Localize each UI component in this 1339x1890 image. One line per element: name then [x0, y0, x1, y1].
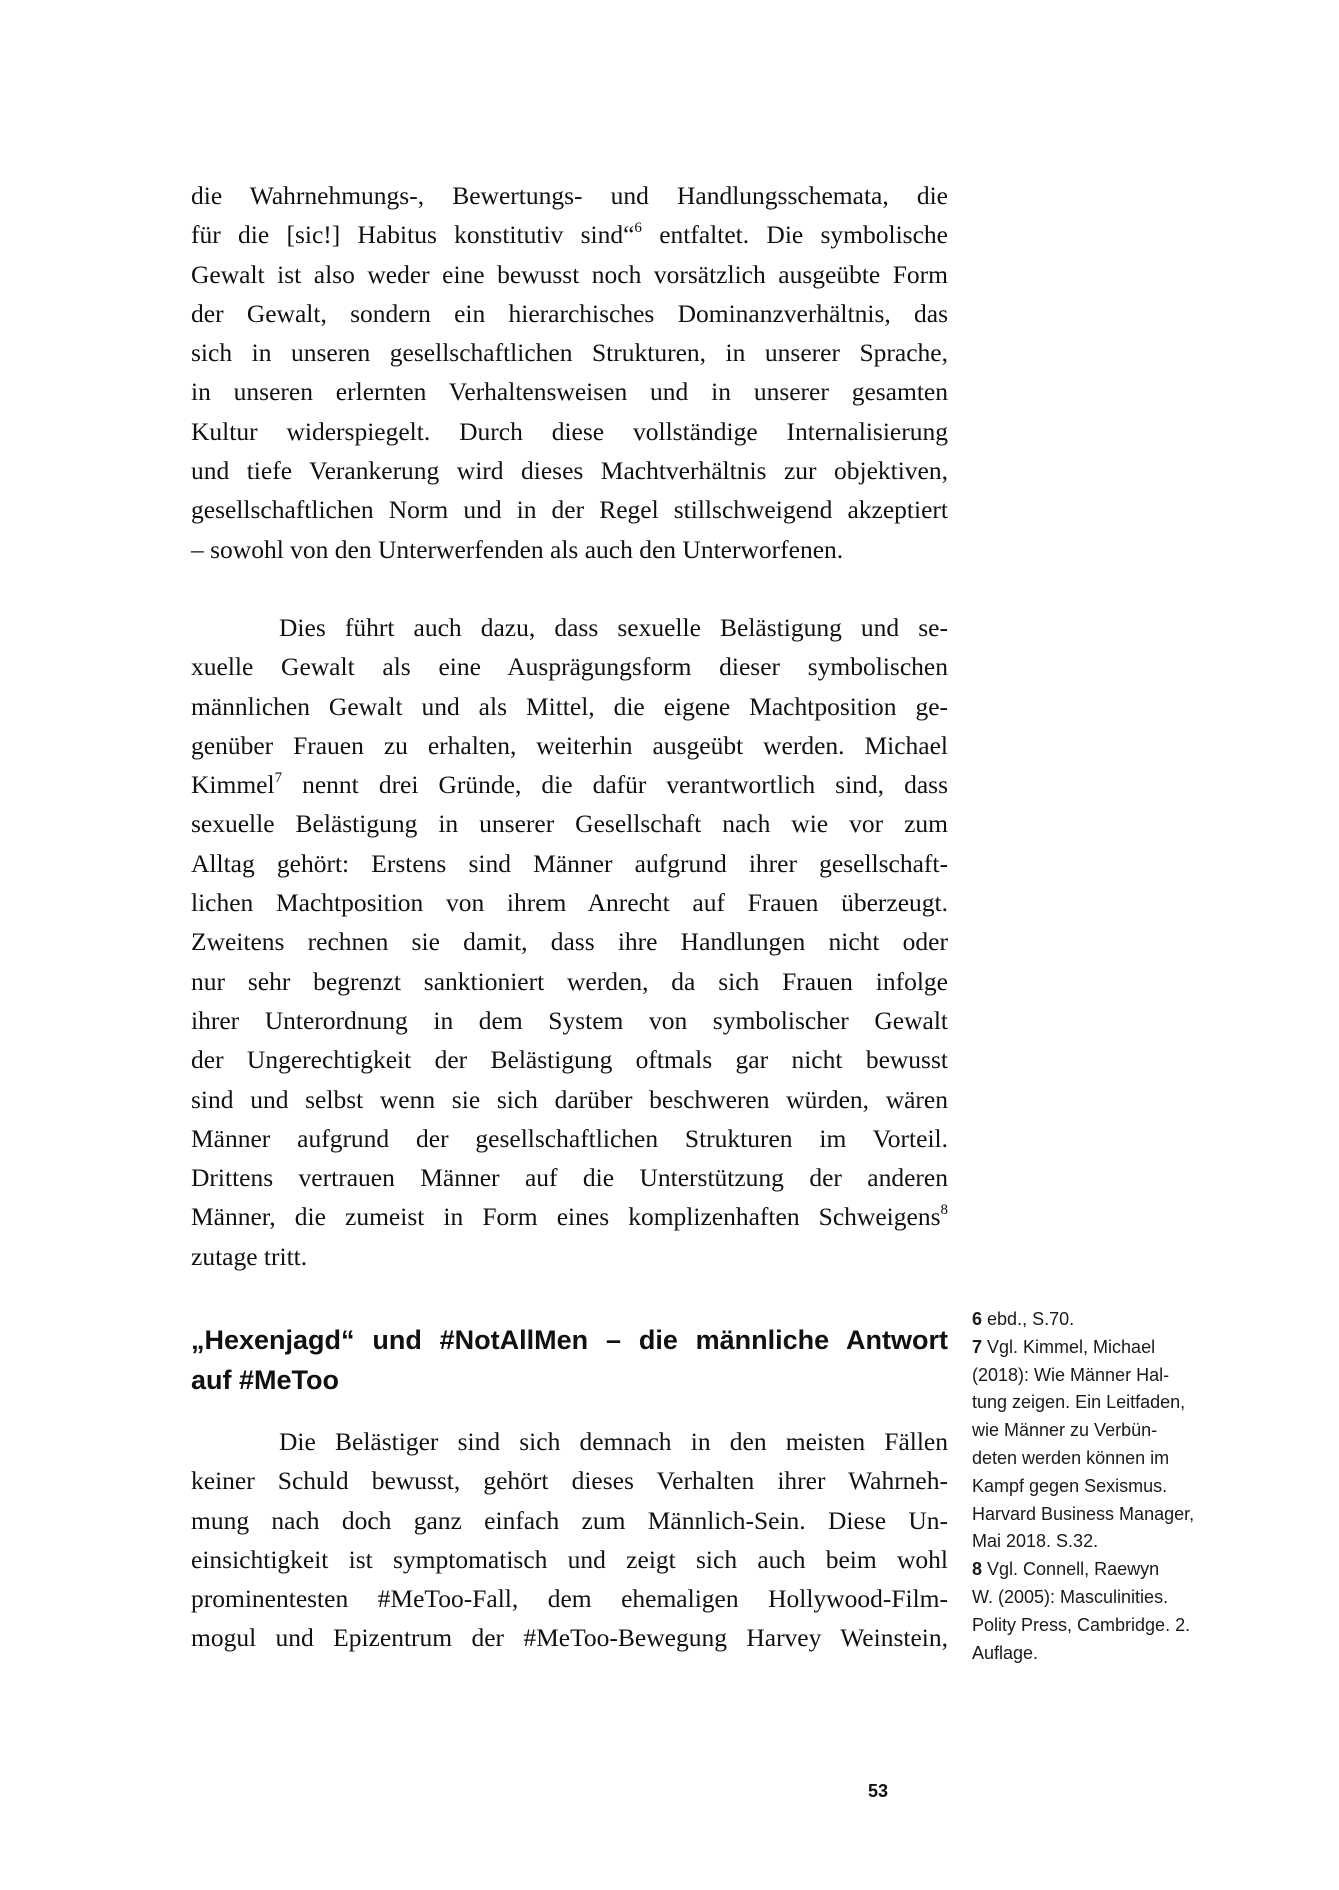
footnote-line: tung zeigen. Ein Leitfaden, [972, 1392, 1186, 1413]
body-paragraph-1 [191, 176, 948, 569]
text-line: Zweitens rechnen sie damit, dass ihre Handlungen nicht oder [191, 927, 948, 957]
heading-line: auf #MeToo [191, 1365, 339, 1395]
text-line: Die Belästiger sind sich demnach in den meisten Fällen [279, 1427, 948, 1456]
footnote-line: Mai 2018. S.32. [972, 1531, 1099, 1552]
page-number: 53 [867, 1781, 889, 1801]
text-line: genüber Frauen zu erhalten, weiterhin ausgeübt werden. Michael [191, 730, 948, 760]
footnote-line: Polity Press, Cambridge. 2. [972, 1614, 1191, 1635]
text-line: gesellschaftlichen Norm und in der Regel stillschweigend akzeptiert [191, 495, 948, 525]
text-line: Männer aufgrund der gesellschaftlichen Strukturen im Vorteil. [191, 1123, 948, 1153]
footnote-ref-6: 6 [634, 219, 642, 236]
footnote-6: 6 ebd., S.70. [972, 1309, 1075, 1329]
text-line: mogul und Epizentrum der #MeToo-Bewegung Harvey Weinstein, [191, 1623, 948, 1653]
footnote-ref-8: 8 [940, 1201, 948, 1218]
footnote-ref-7: 7 [274, 769, 283, 786]
text-line: in unseren erlernten Verhaltensweisen und in unserer gesamten [191, 377, 948, 407]
text-line: ihrer Unterordnung in dem System von symbolischer Gewalt [191, 1005, 948, 1035]
footnote-line: (2018): Wie Männer Hal- [972, 1364, 1170, 1385]
text-line: männlichen Gewalt und als Mittel, die eigene Machtposition ge- [191, 691, 948, 721]
text-line: zutage tritt. [191, 1241, 308, 1271]
footnote-number: 7 [972, 1336, 983, 1357]
text-line: prominentesten #MeToo-Fall, dem ehemaligen Hollywood-Film- [191, 1584, 948, 1614]
text-line: lichen Machtposition von ihrem Anrecht auf Frauen überzeugt. [191, 888, 948, 918]
text-line: sexuelle Belästigung in unserer Gesellschaft nach wie vor zum [191, 809, 948, 839]
footnotes [972, 1306, 1222, 1667]
text-line: Alltag gehört: Erstens sind Männer aufgrund ihrer gesellschaft- [191, 848, 948, 878]
text-line: – sowohl von den Unterwerfenden als auch den Unterworfenen. [191, 534, 844, 564]
footnote-line: deten werden können im [972, 1447, 1170, 1468]
text-line: xuelle Gewalt als eine Ausprägungsform dieser symbolischen [191, 652, 948, 682]
text-line: Dies führt auch dazu, dass sexuelle Belästigung und se- [279, 613, 948, 642]
footnote-7: 7 Vgl. Kimmel, Michael [972, 1336, 1156, 1357]
footnote-line: Auflage. [972, 1642, 1039, 1663]
section-heading [191, 1320, 948, 1400]
text-line: und tiefe Verankerung wird dieses Machtverhältnis zur objektiven, [191, 456, 948, 486]
text-line: Kimmel$^7$ nennt drei Gründe, die dafür verantwortlich sind, dass [191, 769, 948, 800]
text-line: Männer, die zumeist in Form eines komplizenhaften Schweigens$^8$ [191, 1201, 948, 1232]
body-paragraph-2 [191, 608, 948, 1276]
text-line: sind und selbst wenn sie sich darüber beschweren würden, wären [191, 1084, 948, 1114]
footnote-number: 8 [972, 1559, 983, 1580]
text-line: mung nach doch ganz einfach zum Männlich-Sein. Diese Un- [191, 1505, 948, 1535]
footnote-number: 6 [972, 1309, 983, 1329]
text-line: keiner Schuld bewusst, gehört dieses Verhalten ihrer Wahrneh- [191, 1466, 948, 1496]
text-line: Kultur widerspiegelt. Durch diese vollständige Internalisierung [191, 416, 948, 446]
footnote-8: 8 Vgl. Connell, Raewyn [972, 1559, 1160, 1580]
footnote-line: wie Männer zu Verbün- [972, 1420, 1158, 1441]
text-line: die Wahrnehmungs-, Bewertungs- und Handlungsschemata, die [191, 181, 948, 210]
text-line: Gewalt ist also weder eine bewusst noch vorsätzlich ausgeübte Form [191, 259, 948, 289]
text-line: der Ungerechtigkeit der Belästigung oftmals gar nicht bewusst [191, 1045, 948, 1075]
text-line: sich in unseren gesellschaftlichen Strukturen, in unserer Sprache, [191, 338, 948, 368]
text-line: einsichtigkeit ist symptomatisch und zeigt sich auch beim wohl [191, 1544, 948, 1574]
text-line: für die [sic!] Habitus konstitutiv sind“$^6$ entfaltet. Die symbolische [191, 219, 948, 250]
text-line: der Gewalt, sondern ein hierarchisches Dominanzverhältnis, das [191, 298, 948, 328]
footnote-line: Harvard Business Manager, [972, 1503, 1195, 1524]
footnote-line: Kampf gegen Sexismus. [972, 1475, 1168, 1496]
footnote-line: W. (2005): Masculinities. [972, 1586, 1169, 1607]
heading-line: „Hexenjagd“ und #NotAllMen – die männliche Antwort [191, 1325, 948, 1355]
body-paragraph-3 [191, 1422, 948, 1658]
text-line: Drittens vertrauen Männer auf die Unterstützung der anderen [191, 1163, 948, 1193]
text-line: nur sehr begrenzt sanktioniert werden, da sich Frauen infolge [191, 966, 948, 996]
